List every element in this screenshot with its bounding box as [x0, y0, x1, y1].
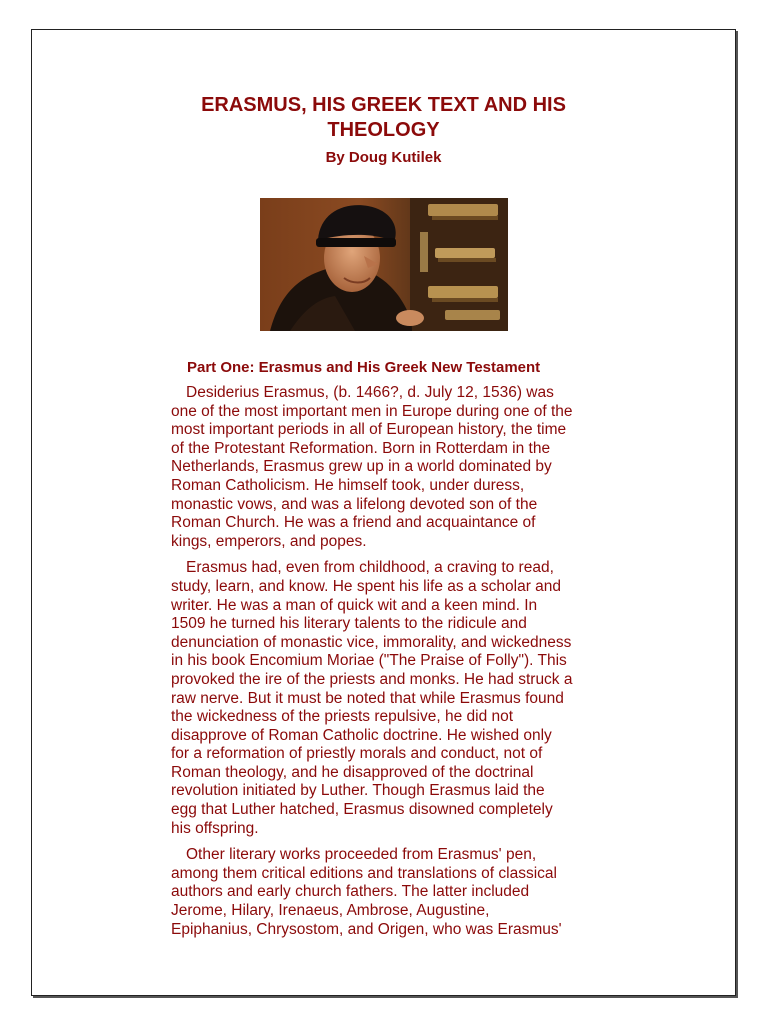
paragraph-line: egg that Luther hatched, Erasmus disowned completely: [171, 801, 553, 819]
paragraph-line: Epiphanius, Chrysostom, and Origen, who was Erasmus': [171, 920, 562, 938]
paragraph-line: authors and early church fathers. The latter included: [171, 883, 530, 901]
paragraph-line: for a reformation of priestly morals and conduct, not of: [171, 745, 543, 763]
paragraph-line: of the Protestant Reformation. Born in Rotterdam in the: [171, 439, 551, 457]
paragraph-line: disapprove of Roman Catholic doctrine. He wished only: [171, 726, 552, 744]
paragraph-line: in his book Encomium Moriae ("The Praise of Folly"). This: [171, 652, 567, 670]
paragraph-line: Netherlands, Erasmus grew up in a world dominated by: [171, 458, 552, 476]
paragraph-line: most important periods in all of European history, the time: [171, 421, 567, 439]
paragraph-line: monastic vows, and was a lifelong devoted son of the: [171, 495, 538, 513]
paragraph-line: the wickedness of the priests repulsive, he did not: [171, 708, 514, 726]
paragraph-line: raw nerve. But it must be noted that while Erasmus found: [171, 689, 564, 707]
paragraph-line: among them critical editions and translations of classical: [171, 864, 557, 882]
paragraph-line: Other literary works proceeded from Erasmus' pen,: [186, 846, 537, 864]
paragraph: [171, 384, 631, 551]
document-page: [31, 29, 736, 996]
paragraph-line: Desiderius Erasmus, (b. 1466?, d. July 12, 1536) was: [186, 384, 554, 401]
paragraph-line: kings, emperors, and popes.: [171, 532, 367, 550]
paragraph-line: Erasmus had, even from childhood, a craving to read,: [186, 559, 554, 577]
title-line-2: THEOLOGY: [327, 119, 440, 141]
title-line-1: ERASMUS, HIS GREEK TEXT AND HIS: [201, 94, 566, 116]
paragraph-line: Roman Church. He was a friend and acquaintance of: [171, 514, 536, 532]
paragraph-line: Roman theology, and he disapproved of the doctrinal: [171, 763, 534, 781]
section-heading: Part One: Erasmus and His Greek New Testament: [187, 359, 541, 376]
paragraph-line: Jerome, Hilary, Irenaeus, Ambrose, Augustine,: [171, 902, 490, 920]
author-byline: By Doug Kutilek: [325, 149, 442, 166]
article-body: [171, 384, 631, 947]
erasmus-portrait-image: [260, 198, 508, 331]
paragraph-line: his offspring.: [171, 819, 259, 837]
paragraph: [171, 846, 631, 939]
paragraph-line: 1509 he turned his literary talents to the ridicule and: [171, 615, 527, 633]
paragraph-line: Roman Catholicism. He himself took, under duress,: [171, 476, 525, 494]
paragraph-line: one of the most important men in Europe during one of the: [171, 402, 573, 420]
paragraph-line: provoked the ire of the priests and monks. He had struck a: [171, 670, 573, 688]
paragraph-line: revolution initiated by Luther. Though Erasmus laid the: [171, 782, 545, 800]
document-title: [32, 93, 735, 143]
paragraph-line: writer. He was a man of quick wit and a keen mind. In: [171, 596, 538, 614]
paragraph: [171, 559, 631, 838]
paragraph-line: denunciation of monastic vice, immorality, and wickedness: [171, 633, 572, 651]
paragraph-line: study, learn, and know. He spent his life as a scholar and: [171, 577, 562, 595]
